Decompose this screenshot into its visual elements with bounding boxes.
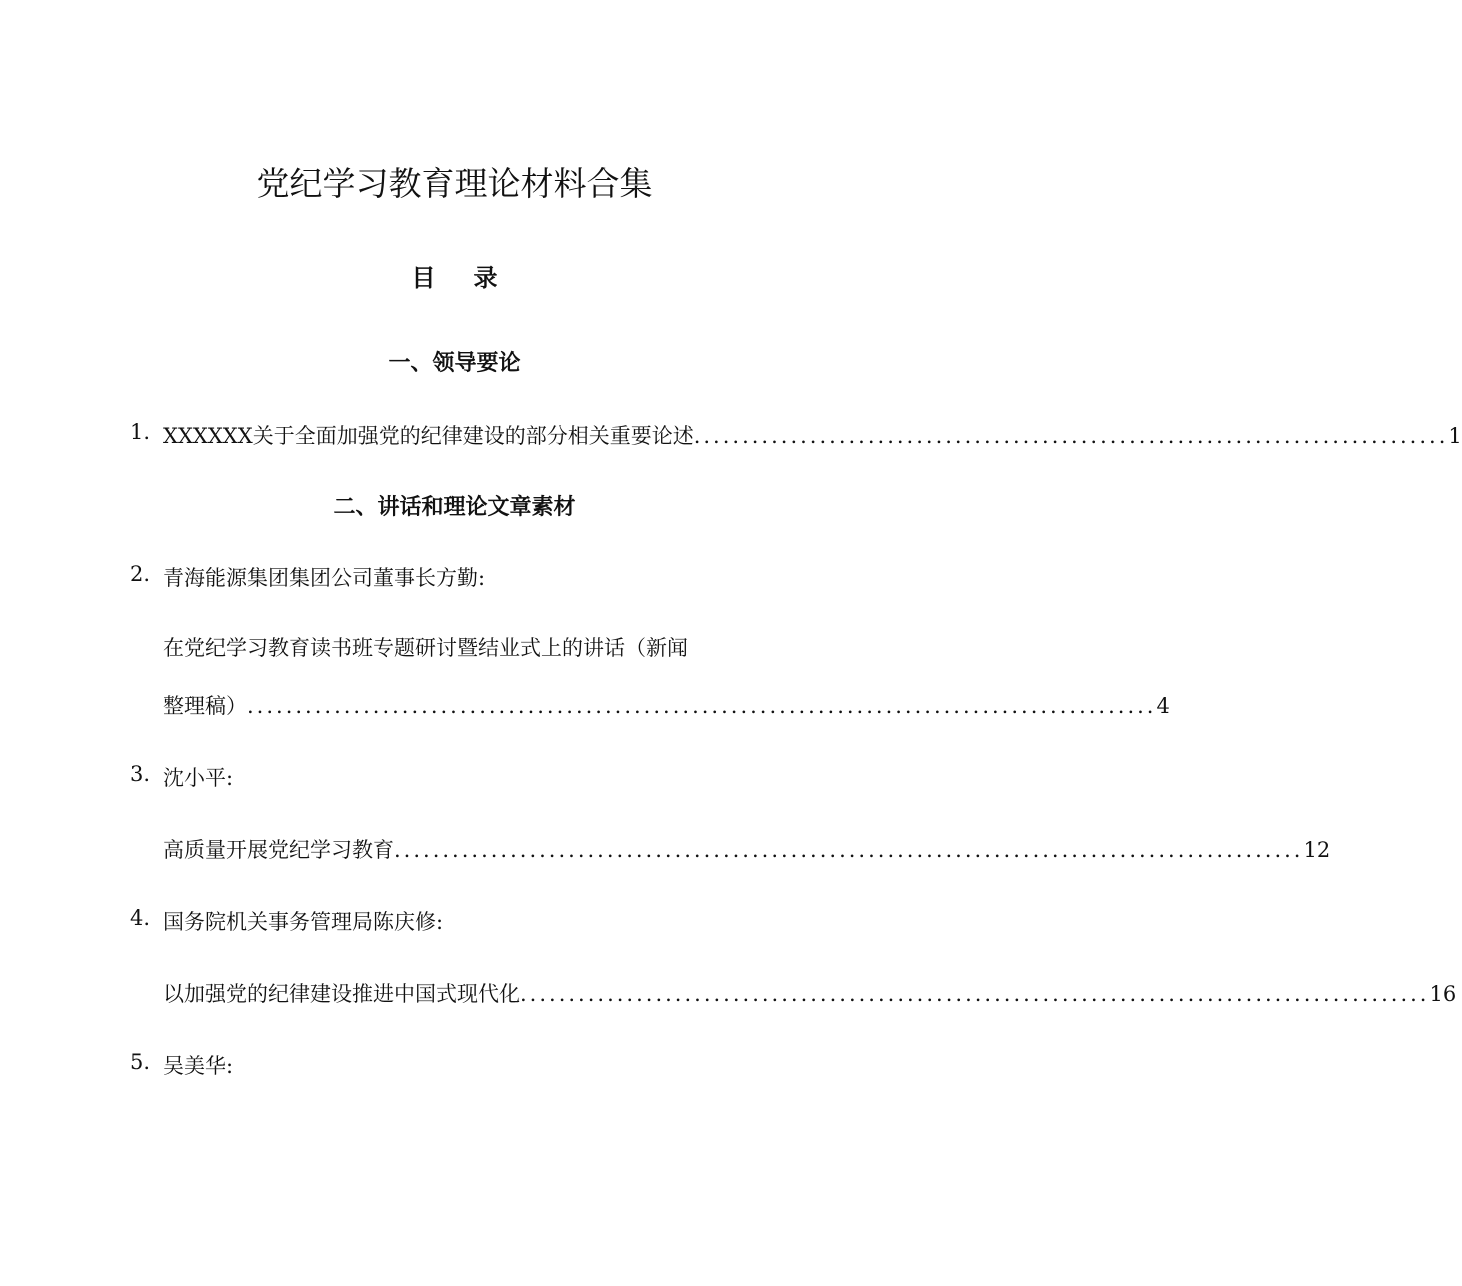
document-title: 党纪学习教育理论材料合集 — [256, 164, 653, 203]
entry-title: 高质量开展党纪学习教育 — [163, 838, 394, 862]
leader-dots: .............................................................................................. — [394, 838, 1304, 862]
section-heading-1: 一、领导要论 — [388, 351, 521, 376]
entry-line — [163, 420, 1462, 450]
leader-dots: .............................................................................. — [693, 424, 1449, 448]
entry-page-number: 12 — [1303, 838, 1331, 862]
entry-title-cont: 整理稿） — [163, 694, 247, 718]
leader-dots: .............................................................................................. — [247, 694, 1157, 718]
toc-heading-char-2: 录 — [473, 264, 498, 292]
entry-page-number: 16 — [1429, 982, 1457, 1006]
toc-heading-char-1: 目 — [411, 264, 436, 292]
entry-title: 以加强党的纪律建设推进中国式现代化 — [163, 982, 520, 1006]
entry-number: 2. — [130, 562, 151, 586]
entry-number: 3. — [130, 762, 151, 786]
entry-title: 在党纪学习教育读书班专题研讨暨结业式上的讲话（新闻 — [163, 636, 688, 660]
entry-title: XXXXXX关于全面加强党的纪律建设的部分相关重要论述 — [163, 424, 694, 448]
entry-number: 5. — [130, 1050, 151, 1074]
entry-number: 4. — [130, 906, 151, 930]
leader-dots: .............................................................................................. — [520, 982, 1430, 1006]
toc-heading — [0, 258, 909, 293]
entry-page-number: 4 — [1156, 694, 1170, 718]
entry-author: 国务院机关事务管理局陈庆修: — [163, 910, 444, 934]
entry-author: 青海能源集团集团公司董事长方勤: — [163, 566, 486, 590]
entry-author: 吴美华: — [163, 1054, 234, 1078]
entry-author: 沈小平: — [163, 766, 234, 790]
entry-page-number: 1 — [1448, 424, 1462, 448]
entry-number: 1. — [130, 420, 151, 444]
section-heading-2: 二、讲话和理论文章素材 — [333, 495, 576, 520]
